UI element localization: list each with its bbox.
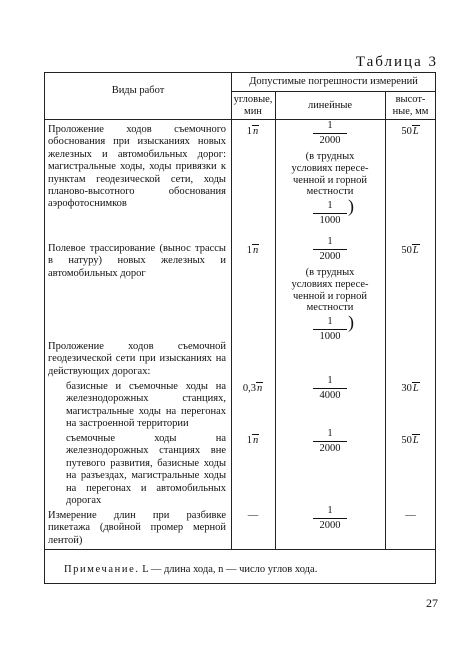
row3b-work-text: съемочные ходы на железнодорожных станциях вне путевого развития, базисные ходы на разъездах, магистральные ходы на перегонах и автомобильных дорогах [66,433,226,507]
footnote-label: Примечание. [64,564,140,575]
row1-work-text: Проложение ходов съемочного обоснования при изысканиях новых железных и автомобильных дорог: магистральные ходы, ходы привязки к пунктам геодезической сети, ходы планово-высотного обоснования аэрофотоснимков [48,124,226,210]
header-angular: угловые, мин [233,94,273,117]
row4-angular-dash: — [247,510,259,521]
row3a-linear-fraction: 1 4000 [313,375,347,402]
row3a-work-text: базисные и съемочные ходы на железнодорожных станциях, магистральные ходы на перегонах на застроенной территории [66,381,226,430]
row2-angular: 1n [246,245,259,256]
row3b-angular: 1n [246,435,259,446]
row1-linear-alt-fraction: 1 1000 [313,200,347,227]
row1-linear-fraction: 1 2000 [313,120,347,147]
column-divider-3 [385,91,386,549]
row3a-angular: 0,3n [242,383,263,394]
header-tolerances: Допустимые погрешности измерений [249,76,418,87]
header-work-types: Виды работ [111,85,165,96]
row2-linear-alt-fraction: 1 1000 [313,316,347,343]
row2-linear-note: (в трудных условиях пересе- ченной и горной местности [291,267,369,314]
table-caption: Таблица 3 [355,54,438,70]
row1-angular: 1n [246,126,259,137]
column-divider-1 [231,73,232,549]
row1-close-paren: ) [348,196,354,216]
header-bottom-rule [45,119,436,120]
footnote-text: L — длина хода, n — число углов хода. [142,564,318,575]
header-height: высот- ные, мм [392,94,429,117]
row4-work-text: Измерение длин при разбивке пикетажа (двойной промер мерной лентой) [48,510,226,546]
row3-work-text: Проложение ходов съемочной геодезической сети при изысканиях на действующих дорогах: [48,341,226,377]
row3b-height: 50L [401,435,419,446]
row4-linear-fraction: 1 2000 [313,505,347,532]
header-subdivider [231,91,436,92]
row1-linear-note: (в трудных условиях пересе- ченной и горной местности [291,151,369,198]
row4-height-dash: — [405,510,416,521]
row3a-height: 30L [401,383,419,394]
table-body-bottom-rule [45,549,436,550]
table-footnote [64,564,317,575]
row2-work-text: Полевое трассирование (вынос трассы в натуру) новых железных и автомобильных дорог [48,243,226,279]
row2-linear-fraction: 1 2000 [313,236,347,263]
row3b-linear-fraction: 1 2000 [313,428,347,455]
header-linear: линейные [307,100,353,111]
row1-height: 50L [401,126,419,137]
row2-height: 50L [401,245,419,256]
page-number: 27 [426,596,438,610]
tolerance-table [44,72,436,584]
row2-close-paren: ) [348,312,354,332]
